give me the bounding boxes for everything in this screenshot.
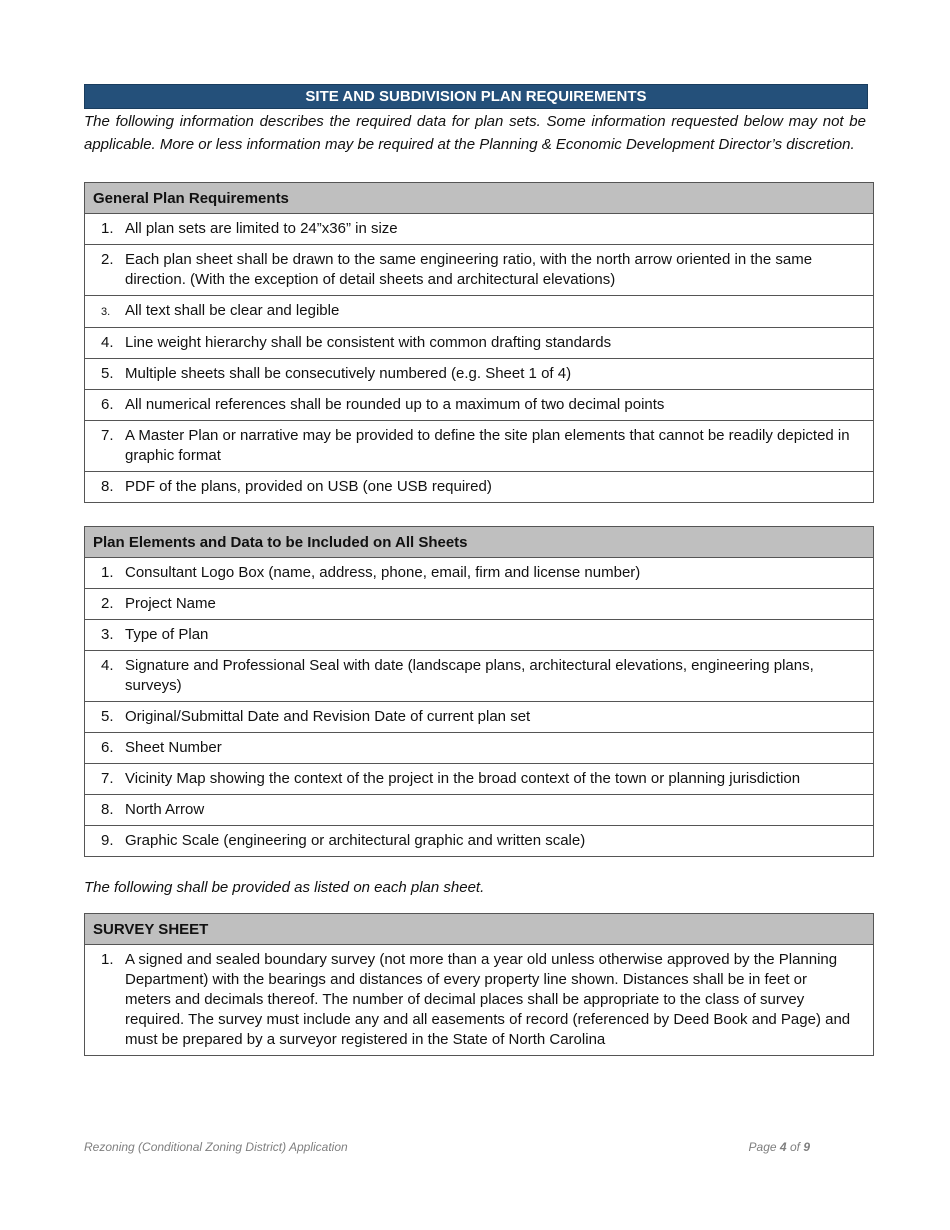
item-text: PDF of the plans, provided on USB (one USB required) — [125, 472, 874, 503]
list-item — [85, 702, 874, 733]
footer-page-number — [749, 1140, 810, 1154]
page-footer — [84, 1140, 810, 1154]
plan-elements-body — [85, 558, 874, 857]
item-text: Graphic Scale (engineering or architectural graphic and written scale) — [125, 826, 874, 857]
item-text: A signed and sealed boundary survey (not more than a year old unless otherwise approved by the Planning Department) with the bearings and distances of every property line shown. Distances shall be in feet or meters and decimals thereof. The number of decimal places shall be appropriate to the class of survey required. The survey must include any and all easements of record (referenced by Deed Book and Page) and must be prepared by a surveyor registered in the State of North Carolina — [125, 945, 874, 1056]
item-number: 3. — [101, 626, 114, 643]
list-item — [85, 764, 874, 795]
item-number-cell — [85, 702, 126, 733]
item-number-cell — [85, 296, 126, 328]
list-item — [85, 214, 874, 245]
item-number-cell — [85, 472, 126, 503]
item-text: Signature and Professional Seal with date (landscape plans, architectural elevations, engineering plans, surveys) — [125, 651, 874, 702]
general-requirements-body — [85, 214, 874, 503]
footer-document-title: Rezoning (Conditional Zoning District) Application — [84, 1140, 348, 1154]
document-page — [84, 84, 874, 1056]
item-number: 5. — [101, 365, 114, 382]
list-item — [85, 945, 874, 1056]
footer-page-current: 4 — [779, 1140, 787, 1154]
survey-sheet-body — [85, 945, 874, 1056]
item-number-cell — [85, 733, 126, 764]
item-number-cell — [85, 589, 126, 620]
footer-page-total: 9 — [803, 1140, 810, 1154]
item-text: Project Name — [125, 589, 874, 620]
item-number: 4. — [101, 657, 114, 674]
item-number-cell — [85, 826, 126, 857]
footer-page-word: Page — [748, 1140, 777, 1154]
item-number: 1. — [101, 951, 114, 968]
plan-elements-table — [84, 526, 874, 857]
list-item — [85, 359, 874, 390]
list-item — [85, 328, 874, 359]
item-text: Consultant Logo Box (name, address, phone, email, firm and license number) — [125, 558, 874, 589]
item-number: 7. — [101, 770, 114, 787]
item-number: 8. — [101, 801, 114, 818]
item-number: 2. — [101, 595, 114, 612]
item-text: Each plan sheet shall be drawn to the same engineering ratio, with the north arrow oriented in the same direction. (With the exception of detail sheets and architectural elevations) — [125, 245, 874, 296]
list-item — [85, 651, 874, 702]
item-number: 1. — [101, 564, 114, 581]
item-number-cell — [85, 558, 126, 589]
list-item — [85, 296, 874, 328]
list-item — [85, 472, 874, 503]
item-number-cell — [85, 620, 126, 651]
item-number-cell — [85, 945, 126, 1056]
section-banner: SITE AND SUBDIVISION PLAN REQUIREMENTS — [84, 84, 868, 109]
item-text: Sheet Number — [125, 733, 874, 764]
item-number: 3. — [101, 306, 111, 318]
list-item — [85, 245, 874, 296]
general-requirements-heading: General Plan Requirements — [85, 183, 874, 214]
list-item — [85, 620, 874, 651]
item-text: A Master Plan or narrative may be provided to define the site plan elements that cannot be readily depicted in graphic format — [125, 421, 874, 472]
list-item — [85, 826, 874, 857]
survey-sheet-heading: SURVEY SHEET — [85, 914, 874, 945]
list-item — [85, 795, 874, 826]
list-item — [85, 421, 874, 472]
item-number: 7. — [101, 427, 114, 444]
item-number: 6. — [101, 396, 114, 413]
intro-paragraph: The following information describes the required data for plan sets. Some information requested below may not be applicable. More or less information may be required at the Planning & Economic Development Director’s discretion. — [84, 113, 866, 153]
item-number-cell — [85, 421, 126, 472]
item-number: 6. — [101, 739, 114, 756]
item-number-cell — [85, 764, 126, 795]
item-text: All numerical references shall be rounded up to a maximum of two decimal points — [125, 390, 874, 421]
item-number: 8. — [101, 478, 114, 495]
item-number: 5. — [101, 708, 114, 725]
general-requirements-table — [84, 182, 874, 503]
item-text: Type of Plan — [125, 620, 874, 651]
item-text: Vicinity Map showing the context of the project in the broad context of the town or planning jurisdiction — [125, 764, 874, 795]
footer-of-word: of — [789, 1140, 800, 1154]
item-number: 1. — [101, 220, 114, 237]
item-text: All plan sets are limited to 24”x36” in size — [125, 214, 874, 245]
item-text: All text shall be clear and legible — [125, 296, 874, 328]
item-number-cell — [85, 795, 126, 826]
item-number-cell — [85, 651, 126, 702]
item-text: Line weight hierarchy shall be consistent with common drafting standards — [125, 328, 874, 359]
list-item — [85, 390, 874, 421]
item-text: Multiple sheets shall be consecutively numbered (e.g. Sheet 1 of 4) — [125, 359, 874, 390]
list-item — [85, 558, 874, 589]
item-number-cell — [85, 245, 126, 296]
item-text: North Arrow — [125, 795, 874, 826]
list-item — [85, 589, 874, 620]
item-number: 9. — [101, 832, 114, 849]
item-number: 4. — [101, 334, 114, 351]
survey-sheet-table — [84, 913, 874, 1056]
item-number: 2. — [101, 251, 114, 268]
list-item — [85, 733, 874, 764]
item-number-cell — [85, 328, 126, 359]
plan-elements-heading: Plan Elements and Data to be Included on All Sheets — [85, 527, 874, 558]
item-number-cell — [85, 359, 126, 390]
item-text: Original/Submittal Date and Revision Date of current plan set — [125, 702, 874, 733]
item-number-cell — [85, 390, 126, 421]
plan-sheet-note: The following shall be provided as listed on each plan sheet. — [84, 879, 485, 896]
item-number-cell — [85, 214, 126, 245]
